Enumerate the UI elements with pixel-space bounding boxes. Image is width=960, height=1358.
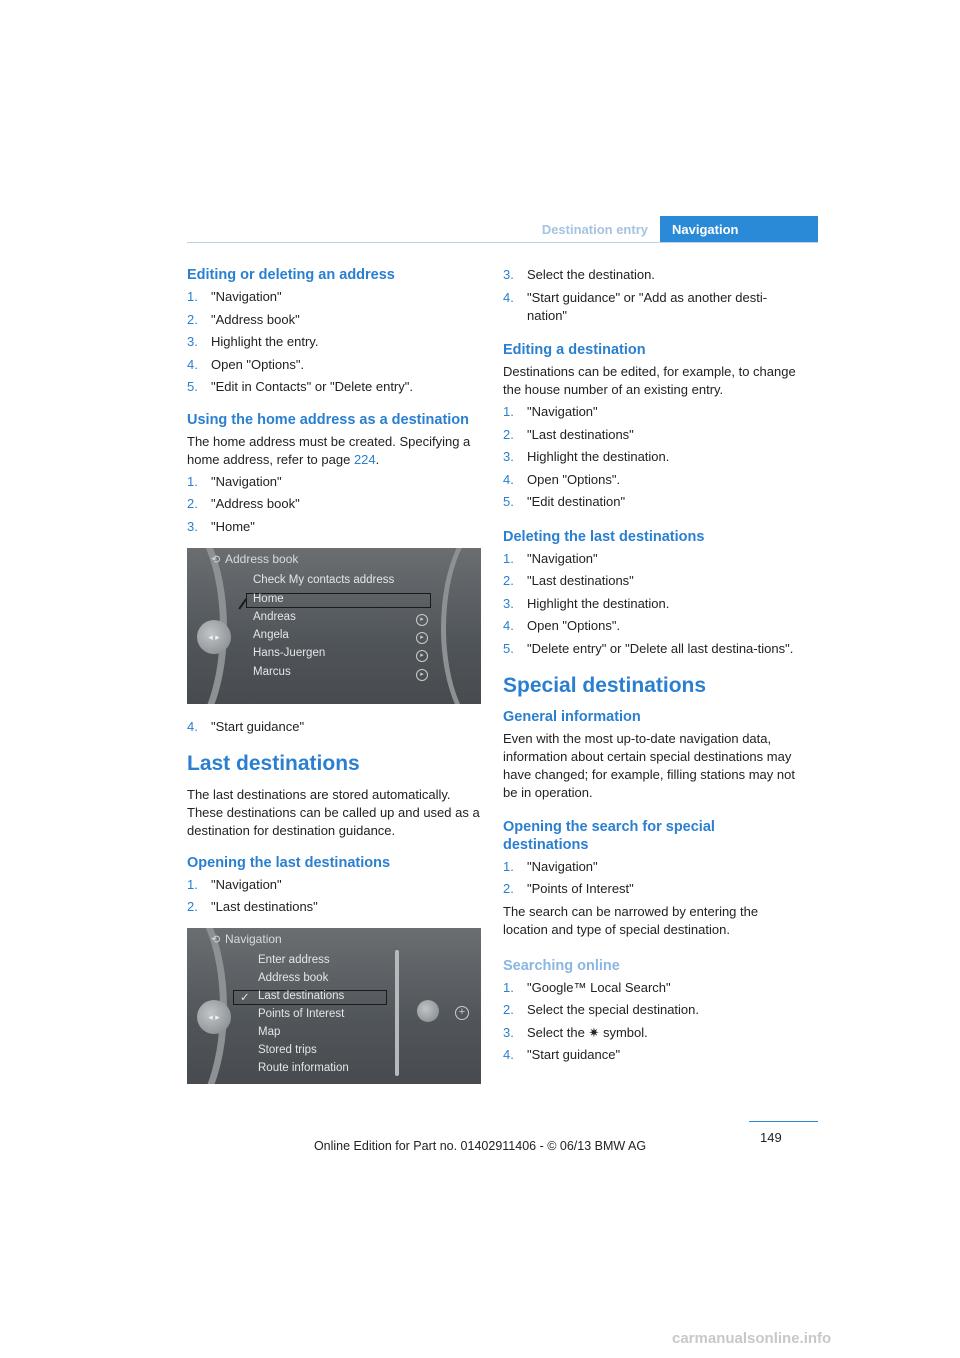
menu-item: Stored trips: [258, 1044, 317, 1056]
step-number: 4.: [503, 1047, 514, 1062]
steps-opening-search: [503, 858, 799, 899]
step-text: "Navigation": [527, 404, 598, 419]
zoom-plus-icon: +: [455, 1006, 469, 1020]
destination-flag-icon: ▸: [416, 614, 428, 626]
menu-item: Map: [258, 1026, 281, 1038]
step-number: 1.: [503, 550, 514, 566]
step-number: 3.: [503, 1024, 514, 1040]
footer-rule: [749, 1121, 818, 1122]
menu-item: Check My contacts address: [253, 573, 395, 586]
step-number: 4.: [503, 471, 514, 487]
heading-general-information: General information: [503, 708, 641, 725]
list-item: [187, 378, 483, 396]
list-item: [187, 356, 483, 374]
list-item: [503, 403, 799, 421]
header-section-title: Destination entry: [541, 222, 648, 237]
controller-arrows-icon: ◂ ▸: [208, 631, 220, 642]
screen-title: Navigation: [225, 932, 282, 946]
step-text: "Address book": [211, 311, 300, 327]
list-item: [503, 493, 799, 511]
step-number: 1.: [187, 876, 198, 892]
list-item: [503, 289, 799, 325]
step-text: "Start guidance" or "Add as another desti-nation": [527, 289, 768, 323]
step-select-symbol: [503, 1024, 799, 1042]
step-number: 3.: [187, 518, 198, 534]
editing-destination-paragraph: Destinations can be edited, for example, to change the house number of an existing entry.: [503, 364, 796, 397]
step-text: Open "Options".: [527, 471, 621, 487]
list-item: [187, 518, 483, 536]
screen-title: Address book: [225, 551, 299, 566]
step-number: 5.: [503, 640, 514, 656]
list-item: [503, 266, 799, 284]
heading-deleting-last-destinations: Deleting the last destinations: [503, 528, 705, 545]
step-number: 1.: [187, 473, 198, 489]
list-item: [503, 979, 799, 997]
footer-edition-text: Online Edition for Part no. 01402911406 - © 06/13 BMW AG: [313, 1139, 647, 1153]
step-number: 2.: [187, 899, 198, 914]
step-number: 3.: [187, 334, 198, 349]
paragraph-text-end: .: [375, 451, 380, 467]
step-text: [527, 1024, 799, 1042]
paragraph-text: The home address must be created. Specifying a home address, refer to page: [187, 433, 471, 467]
list-item: [503, 572, 799, 590]
step-text: "Start guidance": [527, 1047, 621, 1062]
step-start-guidance: [187, 718, 483, 736]
right-column: [503, 266, 799, 1069]
list-item: [187, 311, 483, 329]
step-text-part: symbol.: [599, 1024, 648, 1040]
header-rule: [187, 242, 818, 243]
menu-item: Angela: [253, 628, 289, 641]
menu-item: Enter address: [258, 954, 330, 966]
list-item: [187, 288, 483, 306]
menu-item: Route information: [258, 1062, 349, 1074]
heading-opening-search: Opening the search for special destinations: [503, 818, 715, 853]
back-icon: ⟲: [211, 934, 221, 946]
step-start-guidance-online: [503, 1046, 799, 1064]
step-number: 4.: [503, 289, 514, 305]
controller-arrows-icon: ◂ ▸: [208, 1012, 220, 1022]
step-number: 5.: [503, 494, 514, 509]
page-number: 149: [760, 1130, 782, 1145]
list-item: [503, 595, 799, 613]
step-text: "Edit destination": [527, 494, 626, 509]
list-item: [503, 550, 799, 568]
step-text: "Last destinations": [527, 426, 634, 442]
check-icon: ✓: [240, 992, 250, 1004]
steps-continued: [503, 266, 799, 325]
scroll-bar: [395, 950, 399, 1076]
page-header: [187, 216, 818, 243]
step-text: "Start guidance": [211, 718, 305, 734]
step-text: "Navigation": [527, 858, 598, 874]
step-number: 1.: [503, 858, 514, 874]
step-number: 3.: [503, 267, 514, 282]
step-text: "Edit in Contacts" or "Delete entry".: [211, 379, 413, 394]
list-item: [503, 858, 799, 876]
step-number: 1.: [503, 979, 514, 995]
menu-item: Marcus: [253, 665, 291, 678]
step-number: 4.: [503, 618, 514, 633]
step-text-part: Select the: [527, 1024, 589, 1040]
step-number: 1.: [187, 289, 198, 304]
list-item: [503, 1001, 799, 1019]
step-text: "Home": [211, 518, 255, 534]
list-item: [503, 448, 799, 466]
page-link-224[interactable]: 224: [353, 451, 376, 467]
list-item: [187, 333, 483, 351]
address-book-screenshot: [187, 548, 481, 704]
heading-editing-destination: Editing a destination: [503, 342, 646, 358]
step-number: 2.: [503, 1002, 514, 1017]
heading-searching-online: Searching online: [503, 957, 620, 974]
step-number: 2.: [503, 573, 514, 588]
list-item: [187, 898, 483, 916]
step-text: "Address book": [211, 496, 300, 511]
step-number: 2.: [187, 496, 198, 511]
menu-item-selected: Last destinations: [258, 990, 345, 1002]
heading-opening-last-destinations: Opening the last destinations: [187, 854, 391, 871]
menu-item: Address book: [258, 972, 329, 984]
steps-deleting-last-destinations: [503, 550, 799, 658]
list-item: [187, 718, 483, 736]
home-address-paragraph: [187, 433, 483, 469]
list-item: [503, 1046, 799, 1064]
last-destinations-paragraph: The last destinations are stored automatically. These destinations can be called up and used as a destination for destination guidance.: [187, 786, 480, 838]
navigation-menu-screenshot: [187, 928, 481, 1084]
back-icon: ⟲: [211, 553, 221, 566]
map-view-icon: [417, 1000, 439, 1022]
step-text: "Navigation": [527, 550, 598, 566]
step-text: Open "Options".: [527, 618, 621, 633]
list-item: [187, 876, 483, 894]
step-text: Open "Options".: [211, 356, 305, 372]
list-item: [503, 471, 799, 489]
step-text: Select the special destination.: [527, 1002, 699, 1017]
steps-home-address: [187, 473, 483, 536]
heading-last-destinations: Last destinations: [187, 751, 360, 775]
left-column: [187, 266, 483, 1098]
steps-editing-destination: [503, 403, 799, 511]
heading-special-destinations: Special destinations: [503, 673, 707, 697]
step-text: "Navigation": [211, 876, 282, 892]
step-number: 2.: [503, 881, 514, 896]
destination-flag-icon: ▸: [416, 632, 428, 644]
steps-searching-online: [503, 979, 799, 1020]
step-text: "Navigation": [211, 289, 282, 304]
step-number: 3.: [503, 449, 514, 464]
menu-item: Points of Interest: [258, 1008, 345, 1020]
header-chapter-tab: Navigation: [660, 216, 818, 243]
heading-editing-address: Editing or deleting an address: [187, 267, 395, 283]
general-information-paragraph: Even with the most up-to-date navigation data, information about certain special destinations may have changed; for example, filling stations may not be in operation.: [503, 730, 795, 800]
step-number: 2.: [187, 311, 198, 327]
search-paragraph: The search can be narrowed by entering the location and type of special destination.: [503, 903, 759, 937]
step-number: 4.: [187, 718, 198, 734]
step-text: "Last destinations": [527, 573, 634, 588]
watermark: carmanualsonline.info: [672, 1330, 832, 1347]
flag-symbol-icon: ✷: [588, 1024, 600, 1040]
step-text: "Google™ Local Search": [527, 979, 671, 995]
step-number: 3.: [503, 595, 514, 611]
step-text: "Last destinations": [211, 899, 318, 914]
list-item: [187, 473, 483, 491]
step-text: "Navigation": [211, 473, 282, 489]
menu-item-selected: Home: [253, 592, 284, 605]
list-item: [503, 617, 799, 635]
steps-editing-address: [187, 288, 483, 396]
list-item: [503, 426, 799, 444]
menu-item: Andreas: [253, 610, 296, 623]
step-text: Highlight the entry.: [211, 334, 319, 349]
step-text: Highlight the destination.: [527, 449, 670, 464]
step-text: "Delete entry" or "Delete all last destina-tions".: [527, 640, 794, 656]
step-text: "Points of Interest": [527, 881, 634, 896]
list-item: [503, 640, 799, 658]
step-number: 4.: [187, 356, 198, 372]
destination-flag-icon: ▸: [416, 650, 428, 662]
step-number: 1.: [503, 404, 514, 419]
step-number: 5.: [187, 379, 198, 394]
list-item: [187, 495, 483, 513]
menu-item: Hans-Juergen: [253, 646, 326, 659]
step-number: 2.: [503, 426, 514, 442]
step-text: Highlight the destination.: [527, 595, 670, 611]
screen-frame-arc: [441, 548, 481, 704]
destination-flag-icon: ▸: [416, 669, 428, 681]
steps-opening-last-destinations: [187, 876, 483, 917]
step-text: Select the destination.: [527, 267, 655, 282]
list-item: [503, 880, 799, 898]
heading-home-address: Using the home address as a destination: [187, 411, 470, 428]
